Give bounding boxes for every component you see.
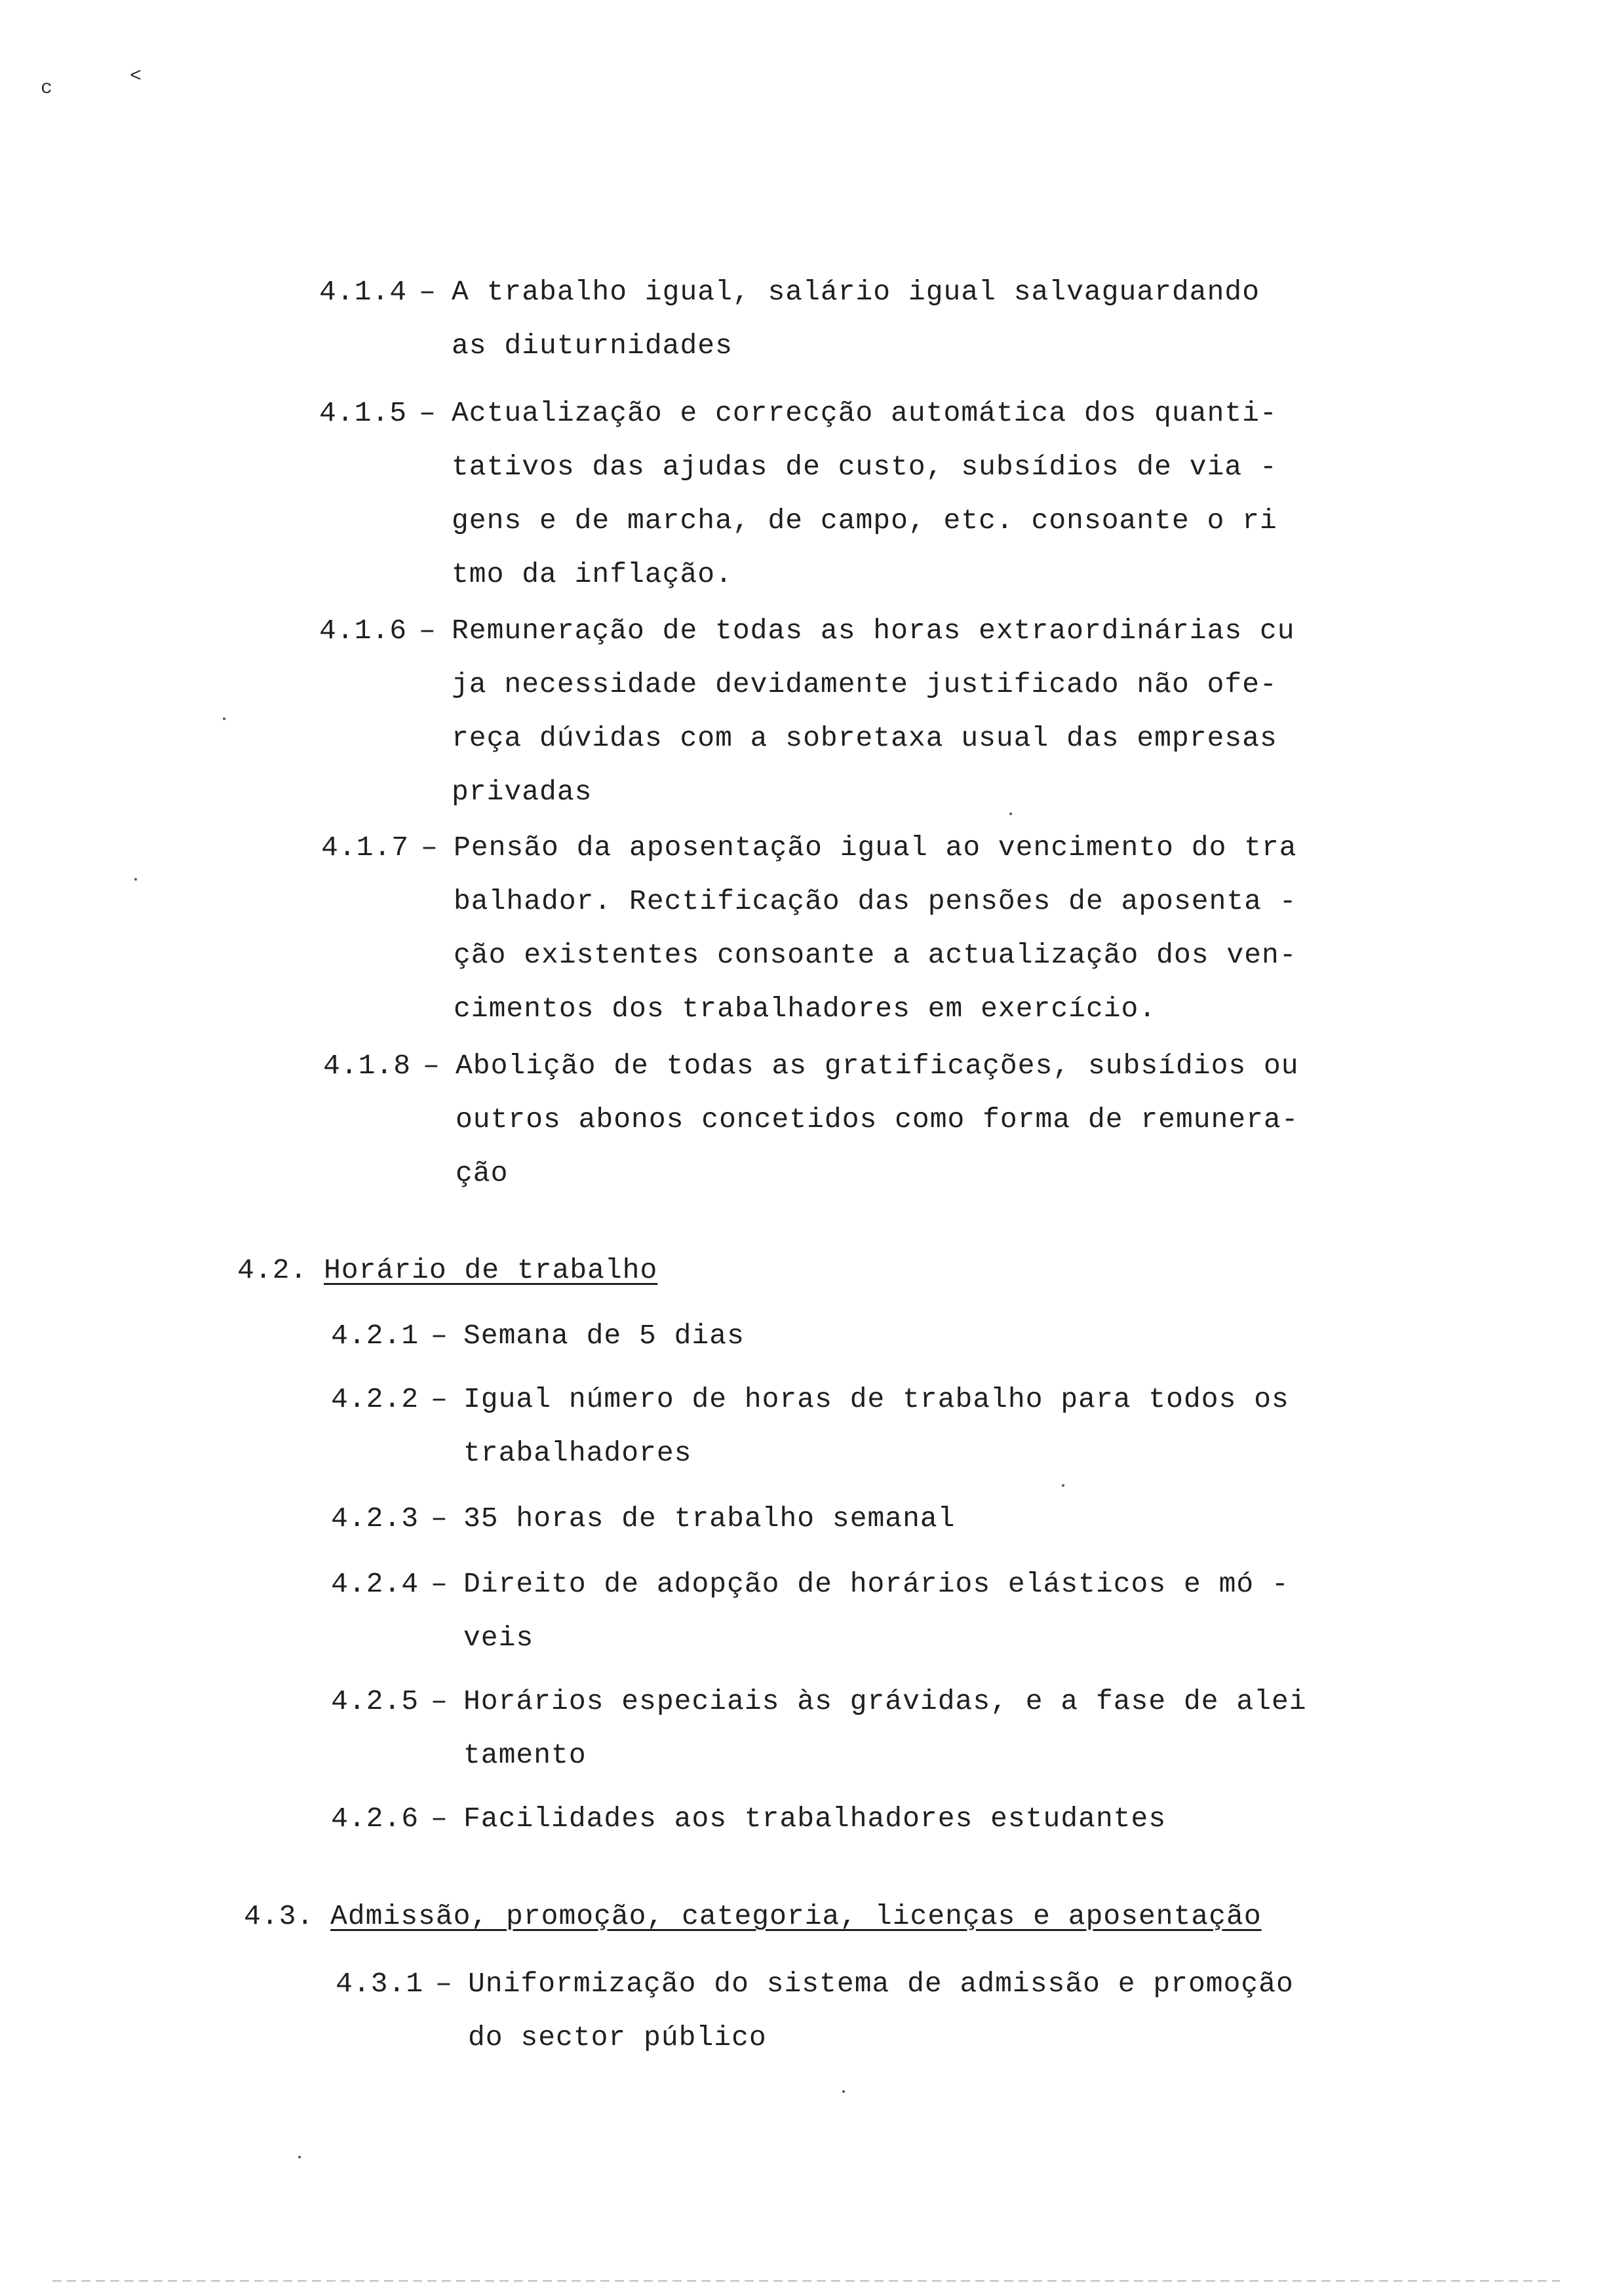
section-title: Horário de trabalho [324,1254,658,1286]
section-heading-4-3 [244,1890,1262,1943]
item-line: Pensão da aposentação igual ao vencimento do tra [454,832,1297,864]
section-heading-4-2 [237,1244,657,1297]
item-number: 4.3.1 [336,1968,424,2000]
item-text [452,387,1277,602]
item-dash: – [431,1320,448,1352]
item-line: do sector público [468,2021,767,2054]
item-number: 4.1.4 [319,276,408,308]
item-line: Semana de 5 dias [463,1320,745,1352]
item-line: Direito de adopção de horários elásticos e mó - [463,1568,1289,1600]
item-4-3-1 [336,1957,1294,2065]
item-number: 4.2.3 [331,1502,419,1535]
scan-speck [842,2090,845,2093]
item-4-1-4 [319,265,1260,373]
item-text [468,1957,1294,2065]
scan-edge-rule [52,2280,1560,2282]
item-text [456,1039,1299,1200]
item-line: ção [456,1157,509,1189]
item-4-2-6 [331,1792,1166,1846]
item-line: reça dúvidas com a sobretaxa usual das empresas [452,722,1277,754]
item-4-2-2 [331,1373,1289,1480]
item-text [454,821,1297,1036]
item-line: Facilidades aos trabalhadores estudantes [463,1803,1167,1835]
scan-speck [298,2156,301,2158]
item-4-1-6 [319,604,1295,819]
scan-speck [1062,1484,1064,1487]
item-4-2-5 [331,1675,1307,1782]
item-line: outros abonos concetidos como forma de remunera- [456,1103,1299,1136]
item-dash: – [423,1050,440,1082]
item-line: 35 horas de trabalho semanal [463,1502,956,1535]
item-line: as diuturnidades [452,330,733,362]
item-number: 4.2.2 [331,1383,419,1415]
item-dash: – [431,1685,448,1717]
item-dash: – [431,1803,448,1835]
item-text [463,1373,1289,1480]
item-line: ja necessidade devidamente justificado não ofe- [452,668,1277,700]
section-number: 4.3. [244,1900,315,1932]
item-text [452,265,1260,373]
item-line: A trabalho igual, salário igual salvaguardando [452,276,1260,308]
item-number: 4.1.6 [319,615,408,647]
item-line: tmo da inflação. [452,558,733,590]
item-number: 4.2.1 [331,1320,419,1352]
item-4-2-4 [331,1558,1289,1665]
item-4-2-3 [331,1492,956,1546]
item-dash: – [419,615,437,647]
item-text [463,1309,745,1363]
item-line: privadas [452,776,593,808]
item-line: tativos das ajudas de custo, subsídios de via - [452,451,1277,483]
item-line: Igual número de horas de trabalho para todos os [463,1383,1289,1415]
item-line: veis [463,1622,534,1654]
item-text [463,1792,1166,1846]
item-number: 4.2.6 [331,1803,419,1835]
item-dash: – [431,1383,448,1415]
item-4-1-5 [319,387,1277,602]
item-number: 4.1.7 [321,832,410,864]
item-line: Horários especiais às grávidas, e a fase de alei [463,1685,1307,1717]
item-text [463,1492,956,1546]
item-line: trabalhadores [463,1437,692,1469]
scan-speck [1009,813,1012,815]
item-line: cimentos dos trabalhadores em exercício. [454,993,1157,1025]
item-line: Uniformização do sistema de admissão e promoção [468,1968,1294,2000]
scan-speck [223,718,225,720]
item-number: 4.1.5 [319,397,408,429]
item-text [463,1675,1307,1782]
item-text [452,604,1295,819]
item-dash: – [419,397,437,429]
item-line: Actualização e correcção automática dos quanti- [452,397,1277,429]
item-4-2-1 [331,1309,745,1363]
item-text [463,1558,1289,1665]
item-number: 4.2.4 [331,1568,419,1600]
item-line: gens e de marcha, de campo, etc. consoante o ri [452,505,1277,537]
scan-speck [134,878,137,881]
section-title: Admissão, promoção, categoria, licenças e aposentação [330,1900,1262,1932]
item-line: tamento [463,1739,587,1771]
item-line: balhador. Rectificação das pensões de aposenta - [454,885,1297,917]
item-line: ção existentes consoante a actualização dos ven- [454,939,1297,971]
item-dash: – [419,276,437,308]
corner-mark-arrow: < [130,66,142,88]
item-4-1-8 [323,1039,1299,1200]
section-number: 4.2. [237,1254,308,1286]
item-line: Remuneração de todas as horas extraordinárias cu [452,615,1295,647]
item-dash: – [421,832,438,864]
item-number: 4.1.8 [323,1050,412,1082]
item-dash: – [431,1568,448,1600]
item-number: 4.2.5 [331,1685,419,1717]
item-dash: – [435,1968,453,2000]
item-line: Abolição de todas as gratificações, subsídios ou [456,1050,1299,1082]
corner-mark-c: c [41,77,53,100]
item-dash: – [431,1502,448,1535]
item-4-1-7 [321,821,1297,1036]
